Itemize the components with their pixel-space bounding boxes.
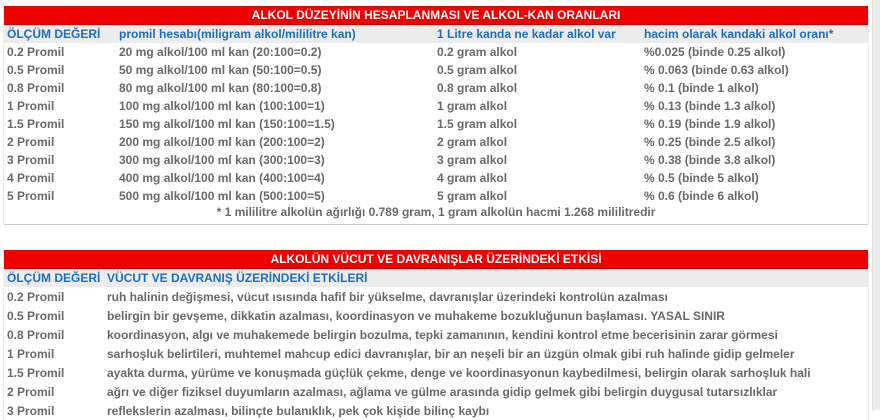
cell-hacim-orani: % 0.13 (binde 1.3 alkol) <box>644 99 776 113</box>
cell-litre-kanda-alkol: 3 gram alkol <box>437 153 508 167</box>
table-row <box>4 79 868 97</box>
cell-olcum-degeri: 0.2 Promil <box>7 289 65 304</box>
cell-olcum-degeri: 0.5 Promil <box>7 308 65 323</box>
table2-title: ALKOLÜN VÜCUT VE DAVRANIŞLAR ÜZERİNDEKİ ETKİSİ <box>270 252 602 266</box>
cell-promil-hesabi: 50 mg alkol/100 ml kan (50:100=0.5) <box>119 63 322 77</box>
cell-olcum-degeri: 5 Promil <box>7 189 55 203</box>
cell-etki-aciklamasi: ruh halinin değişmesi, vücut ısısında hafif bir yükselme, davranışlar üzerindeki kontrolün azalması <box>107 289 668 304</box>
cell-hacim-orani: % 0.25 (binde 2.5 alkol) <box>644 135 776 149</box>
alcohol-effects-table <box>3 250 869 420</box>
table1-footnote: * 1 mililitre alkolün ağırlığı 0.789 gram, 1 gram alkolün hacmi 1.268 mililitredir <box>4 205 868 225</box>
cell-olcum-degeri: 0.2 Promil <box>7 45 65 59</box>
cell-litre-kanda-alkol: 1 gram alkol <box>437 99 508 113</box>
table-row <box>4 169 868 187</box>
table-row <box>4 151 868 169</box>
table-row <box>4 287 868 306</box>
cell-promil-hesabi: 500 mg alkol/100 ml kan (500:100=5) <box>119 189 325 203</box>
table-row <box>4 115 868 133</box>
column-header-hacim-orani: hacim olarak kandaki alkol oranı* <box>641 25 868 43</box>
cell-hacim-orani: % 0.38 (binde 3.8 alkol) <box>644 153 776 167</box>
article-tables <box>3 6 869 420</box>
cell-hacim-orani: % 0.1 (binde 1 alkol) <box>644 81 759 95</box>
cell-litre-kanda-alkol: 2 gram alkol <box>437 135 508 149</box>
cell-litre-kanda-alkol: 4 gram alkol <box>437 171 508 185</box>
cell-promil-hesabi: 300 mg alkol/100 ml kan (300:100=3) <box>119 153 325 167</box>
column-header-olcum-degeri: ÖLÇÜM DEĞERİ <box>4 25 116 43</box>
cell-promil-hesabi: 80 mg alkol/100 ml kan (80:100=0.8) <box>119 81 322 95</box>
cell-hacim-orani: % 0.19 (binde 1.9 alkol) <box>644 117 776 131</box>
table1-body <box>4 43 868 205</box>
cell-etki-aciklamasi: ayakta durma, yürüme ve konuşmada güçlük çekme, denge ve koordinasyonun kaybedilmesi, belirgin olarak sarhoşluk hali <box>107 365 811 380</box>
cell-olcum-degeri: 0.8 Promil <box>7 327 65 342</box>
cell-olcum-degeri: 1.5 Promil <box>7 117 65 131</box>
cell-hacim-orani: % 0.5 (binde 5 alkol) <box>644 171 759 185</box>
cell-promil-hesabi: 200 mg alkol/100 ml kan (200:100=2) <box>119 135 325 149</box>
cell-olcum-degeri: 1 Promil <box>7 346 55 361</box>
column-header-olcum-degeri: ÖLÇÜM DEĞERİ <box>4 269 104 287</box>
table-row <box>4 61 868 79</box>
table1-header-row <box>4 25 868 43</box>
cell-hacim-orani: %0.025 (binde 0.25 alkol) <box>644 45 786 59</box>
cell-etki-aciklamasi: sarhoşluk belirtileri, muhtemel mahcup edici davranışlar, bir an neşeli bir an üzgün olmak gibi ruh halinde gidip gelmeler <box>107 346 795 361</box>
table-row <box>4 133 868 151</box>
column-header-litre-kanda-alkol: 1 Litre kanda ne kadar alkol var <box>434 25 641 43</box>
cell-litre-kanda-alkol: 0.8 gram alkol <box>437 81 518 95</box>
table2 <box>4 269 868 420</box>
cell-hacim-orani: % 0.063 (binde 0.63 alkol) <box>644 63 789 77</box>
table-row <box>4 363 868 382</box>
table-row <box>4 97 868 115</box>
cell-etki-aciklamasi: belirgin bir gevşeme, dikkatin azalması, koordinasyon ve muhakeme bozukluğunun başlaması. YASAL SINIR <box>107 308 725 323</box>
table-row <box>4 325 868 344</box>
table-row <box>4 382 868 401</box>
column-header-promil-hesabi: promil hesabı(miligram alkol/mililitre kan) <box>116 25 434 43</box>
cell-litre-kanda-alkol: 5 gram alkol <box>437 189 508 203</box>
table1-title-bar <box>4 6 868 25</box>
alcohol-calculation-table <box>3 6 869 225</box>
cell-etki-aciklamasi: ağrı ve diğer fiziksel duyumların azalması, ağlama ve gülme arasında gidip gelmek gibi belirgin duygusal tutarsızlıklar <box>107 384 778 399</box>
table-row <box>4 344 868 363</box>
cell-olcum-degeri: 0.5 Promil <box>7 63 65 77</box>
table2-title-bar <box>4 250 868 269</box>
cell-etki-aciklamasi: koordinasyon, algı ve muhakemede belirgin bozulma, tepki zamanının, kendini kontrol etme becerisinin zarar görmesi <box>107 327 778 342</box>
cell-olcum-degeri: 1.5 Promil <box>7 365 65 380</box>
table2-header-row <box>4 269 868 287</box>
cell-olcum-degeri: 4 Promil <box>7 171 55 185</box>
cell-promil-hesabi: 20 mg alkol/100 ml kan (20:100=0.2) <box>119 45 322 59</box>
cell-olcum-degeri: 3 Promil <box>7 403 55 418</box>
cell-litre-kanda-alkol: 1.5 gram alkol <box>437 117 518 131</box>
cell-hacim-orani: % 0.6 (binde 6 alkol) <box>644 189 759 203</box>
table-row <box>4 401 868 420</box>
table2-body <box>4 287 868 420</box>
column-header-etkiler: VÜCUT VE DAVRANIŞ ÜZERİNDEKİ ETKİLERİ <box>104 269 868 287</box>
cell-promil-hesabi: 100 mg alkol/100 ml kan (100:100=1) <box>119 99 325 113</box>
cell-promil-hesabi: 400 mg alkol/100 ml kan (400:100=4) <box>119 171 325 185</box>
right-edge-strip <box>872 0 880 410</box>
table-row <box>4 187 868 205</box>
cell-etki-aciklamasi: reflekslerin azalması, bilinçte bulanıklık, pek çok kişide bilinç kaybı <box>107 403 490 418</box>
cell-olcum-degeri: 0.8 Promil <box>7 81 65 95</box>
cell-olcum-degeri: 2 Promil <box>7 135 55 149</box>
cell-olcum-degeri: 2 Promil <box>7 384 55 399</box>
cell-olcum-degeri: 1 Promil <box>7 99 55 113</box>
table1 <box>4 25 868 205</box>
table-row <box>4 43 868 61</box>
cell-litre-kanda-alkol: 0.2 gram alkol <box>437 45 518 59</box>
cell-olcum-degeri: 3 Promil <box>7 153 55 167</box>
cell-promil-hesabi: 150 mg alkol/100 ml kan (150:100=1.5) <box>119 117 335 131</box>
table-row <box>4 306 868 325</box>
cell-litre-kanda-alkol: 0.5 gram alkol <box>437 63 518 77</box>
table1-title: ALKOL DÜZEYİNİN HESAPLANMASI VE ALKOL-KAN ORANLARI <box>251 8 621 22</box>
